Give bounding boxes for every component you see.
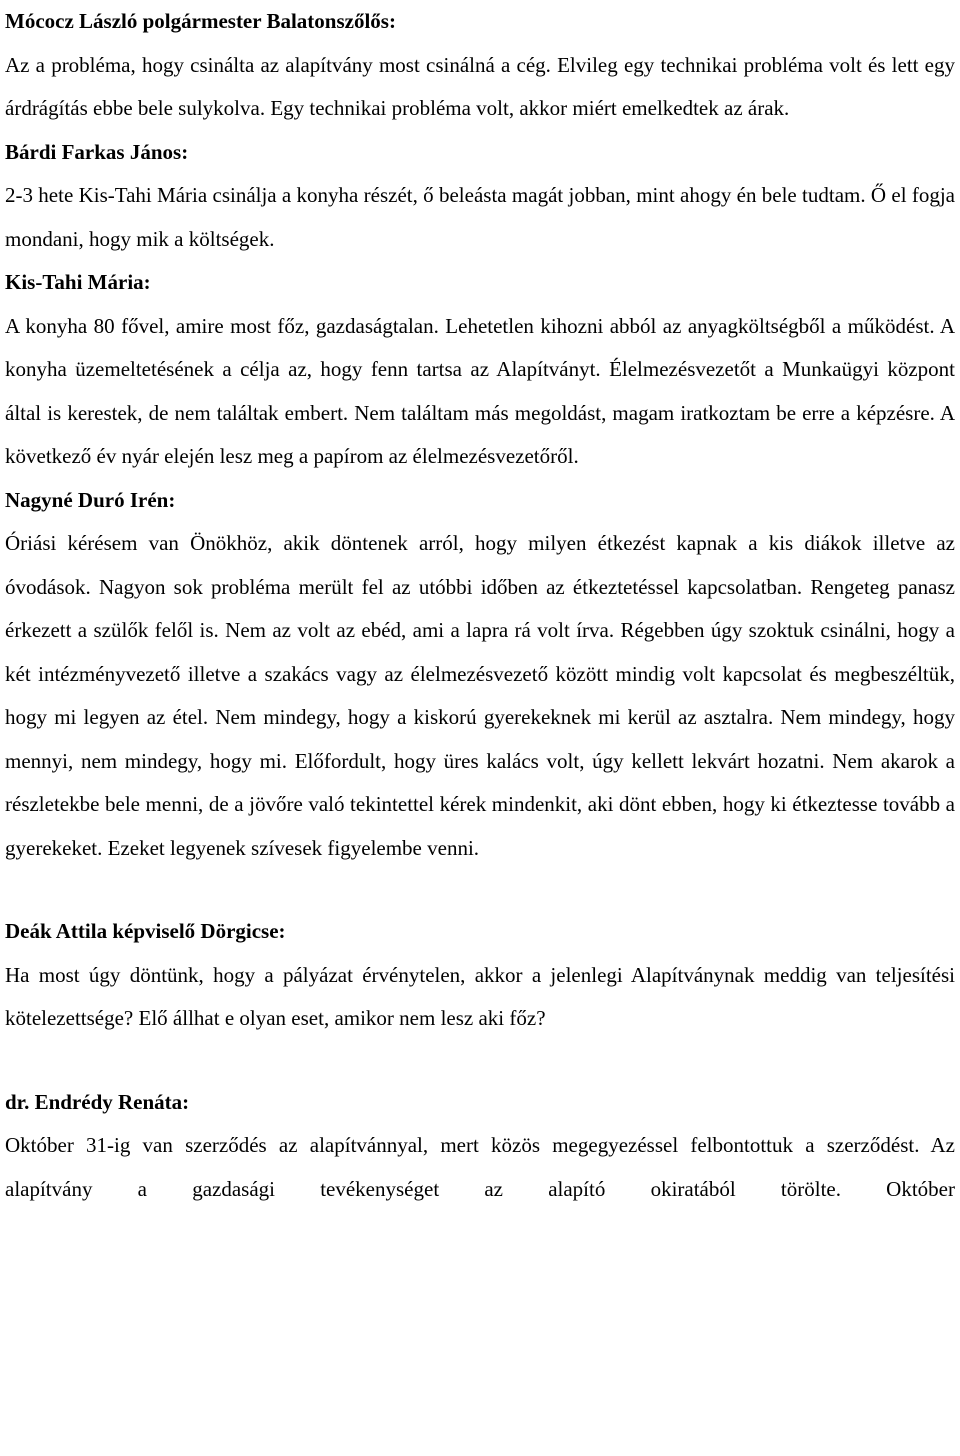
section-spacer xyxy=(5,870,955,910)
speech-paragraph: Óriási kérésem van Önökhöz, akik döntenek arról, hogy milyen étkezést kapnak a kis diákok illetve az óvodások. Nagyon sok probléma merült fel az utóbbi időben az étkeztetéssel kapcsolatban. Rengeteg panasz érkezett a szülők felől is. Nem az volt az ebéd, ami a lapra rá volt írva. Régebben úgy szoktuk csinálni, hogy a két intézményvezető illetve a szakács vagy az élelmezésvezető között mindig volt kapcsolat és megbeszéltük, hogy mi legyen az étel. Nem mindegy, hogy a kiskorú gyerekeknek mi kerül az asztalra. Nem mindegy, hogy mennyi, nem mindegy, hogy mi. Előfordult, hogy üres kalács volt, úgy kellett lekvárt hozatni. Nem akarok a részletekbe bele menni, de a jövőre való tekintettel kérek mindenkit, aki dönt ebben, hogy ki étkeztesse tovább a gyerekeket. Ezeket legyenek szívesek figyelembe venni. xyxy=(5,531,955,860)
speech-paragraph: Október 31-ig van szerződés az alapítvánnyal, mert közös megegyezéssel felbontottuk a szerződést. Az alapítvány a gazdasági tevékenységet az alapító okiratából törölte. Október xyxy=(5,1133,955,1201)
speaker-heading: Deák Attila képviselő Dörgicse: xyxy=(5,919,286,943)
speaker-heading: dr. Endrédy Renáta: xyxy=(5,1089,190,1114)
speech-paragraph: Ha most úgy döntünk, hogy a pályázat érvénytelen, akkor a jelenlegi Alapítványnak meddig van teljesítési kötelezettsége? Elő állhat e olyan eset, amikor nem lesz aki főz? xyxy=(5,962,955,1030)
speaker-heading: Mócocz László polgármester Balatonszőlős: xyxy=(5,9,396,33)
document-page xyxy=(5,0,955,1211)
speaker-heading: Bárdi Farkas János: xyxy=(5,139,189,164)
section-spacer xyxy=(5,1041,955,1081)
speech-paragraph: 2-3 hete Kis-Tahi Mária csinálja a konyha részét, ő beleásta magát jobban, mint ahogy én bele tudtam. Ő el fogja mondani, hogy mik a költségek. xyxy=(5,183,955,251)
speech-paragraph: Az a probléma, hogy csinálta az alapítvány most csinálná a cég. Elvileg egy technikai probléma volt és lett egy árdrágítás ebbe bele sulykolva. Egy technikai probléma volt, akkor miért emelkedtek az árak. xyxy=(5,52,955,120)
speech-paragraph: A konyha 80 fővel, amire most főz, gazdaságtalan. Lehetetlen kihozni abból az anyagköltségből a működést. A konyha üzemeltetésének a célja az, hogy fenn tartsa az Alapítványt. Élelmezésvezetőt a Munkaügyi központ által is kerestek, de nem találtak embert. Nem találtam más megoldást, magam iratkoztam be erre a képzésre. A következő év nyár elején lesz meg a papírom az élelmezésvezetőről. xyxy=(5,313,955,468)
speaker-heading: Kis-Tahi Mária: xyxy=(5,270,151,294)
speaker-heading: Nagyné Duró Irén: xyxy=(5,487,176,512)
